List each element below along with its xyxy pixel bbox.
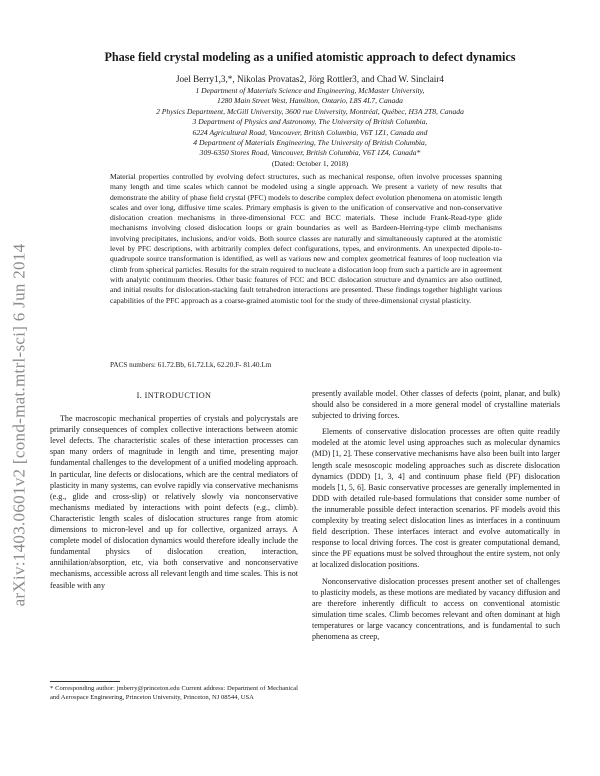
affiliation-line: 1 Department of Materials Science and Engineering, McMaster University, (195, 86, 425, 95)
affiliation-line: 6224 Agricultural Road, Vancouver, British Columbia, V6T 1Z1, Canada and (192, 127, 428, 137)
author-list: Joel Berry1,3,*, Nikolas Provatas2, Jörg Rottler3, and Chad W. Sinclair4 (175, 74, 445, 84)
pacs-numbers: PACS numbers: 61.72.Bb, 61.72.Lk, 62.20.F- 81.40.Lm (110, 361, 272, 369)
affiliation-line: 3 Department of Physics and Astronomy, The University of British Columbia, (192, 117, 428, 127)
affiliation-line: 4 Department of Materials Engineering, The University of British Columbia, (193, 138, 427, 148)
section-heading: I. INTRODUCTION (136, 391, 212, 400)
abstract: Material properties controlled by evolving defect structures, such as mechanical response, often involve processes spanning many length and time scales which cannot be modeled using a single approach. We present a variety of new results that demonstrate the ability of phase field crystal (PFC) models to describe complex defect evolution phenomena on atomistic length scales and over long, diffusive time scales. Primary emphasis is given to the unification of conservative and non-conservative dislocation creation mechanisms in three-dimensional FCC and BCC materials. These include Frank-Read-type glide mechanisms involving closed dislocation loops or grain boundaries as well as Bardeen-Herring-type climb mechanisms involving precipitates, inclusions, and/or voids. Both source classes are naturally and simultaneously captured at the atomistic level by PFC descriptions, with arbitrarily complex defect configurations, types, and environments. An unexpected dipole-to-quadrupole source transformation is identified, as well as various new and complex geometrical features of loop nucleation via climb from spherical particles. Results for the strain required to nucleate a dislocation loop from such a particle are in agreement with analytic continuum theories. Other basic features of FCC and BCC dislocation structure and dynamics are also outlined, and initial results for dislocation-stacking fault tetrahedron interactions are presented. These findings together highlight various capabilities of the PFC approach as a coarse-grained atomistic tool for the study of three-dimensional crystal plasticity. (110, 172, 502, 305)
body-paragraph: Nonconservative dislocation processes present another set of challenges to plasticity models, as these motions are mediated by vacancy diffusion and are therefore inherently difficult to access on conventional atomistic simulation time scales. Climb becomes relevant and often dominant at high temperatures or large vacancy concentrations, and is fundamental to such phenomena as creep, (312, 576, 560, 641)
date-line: (Dated: October 1, 2018) (271, 158, 349, 168)
arxiv-identifier-stamp (6, 190, 32, 660)
affiliation-line: 309-6350 Stores Road, Vancouver, British Columbia, V6T 1Z4, Canada* (199, 148, 421, 158)
body-paragraph: Elements of conservative dislocation processes are often quite readily modeled at the atomic level using approaches such as molecular dynamics (MD) [1, 2]. These conservative mechanisms have also been built into larger length scale mesoscopic modeling approaches such as discrete dislocation dynamics (DDD) [1, 3, 4] and continuum phase field (PF) dislocation models [1, 5, 6]. Basic conservative processes are generally implemented in DDD with detailed rule-based formulations that consider some number of the innumerable possible defect interaction scenarios. PF models avoid this complexity by treating select dislocation lines as interfaces in a continuum field description. These interfaces interact and evolve automatically in response to local driving forces. The cost is greater computational demand, since the PF equations must be solved throughout the entire system, not only at localized dislocation positions. (312, 427, 560, 570)
right-column (312, 388, 560, 647)
left-column (50, 390, 298, 596)
affiliation-line: 2 Physics Department, McGill University, 3600 rue University, Montréal, Québec, H3A 2T8, Canada (156, 106, 464, 116)
affiliation-line: 1280 Main Street West, Hamilton, Ontario, L8S 4L7, Canada (217, 96, 403, 106)
body-paragraph: presently available model. Other classes of defects (point, planar, and bulk) should also be considered in a more general model of crystalline materials subjected to driving forces. (312, 389, 560, 421)
body-paragraph: The macroscopic mechanical properties of crystals and polycrystals are primarily consequences of complex collective interactions between atomic level defects. The characteristic scales of these interaction processes can span many orders of magnitude in length and time, presenting major fundamental challenges to the development of a unified modeling approach. In particular, line defects or dislocations, which are the central mediators of plasticity in many systems, can evolve rapidly via conservative mechanisms (e.g., glide and cross-slip) or relatively slowly via nonconservative mechanisms mediated by interactions with point defects (e.g., climb). Characteristic length scales of dislocation structures range from atomic dimensions to micron-level and up for collective, organized arrays. A complete model of dislocation dynamics would therefore ideally include the fundamental physics of dislocation creation, interaction, annihilation/absorption, etc, via both conservative and nonconservative mechanisms, accessible across all relevant length and time scales. This is not feasible with any (50, 414, 298, 590)
affiliations (50, 86, 570, 169)
footnote-divider (50, 681, 120, 682)
paper-title: Phase field crystal modeling as a unified atomistic approach to defect dynamics (104, 50, 516, 64)
arxiv-identifier-text: arXiv:1403.0601v2 [cond-mat.mtrl-sci] 6 Jun 2014 (9, 243, 28, 607)
footnote: * Corresponding author: jmberry@princeton.edu Current address: Department of Mechanical and Aerospace Engineering, Princeton University, Princeton, NJ 08544, USA (50, 685, 298, 701)
